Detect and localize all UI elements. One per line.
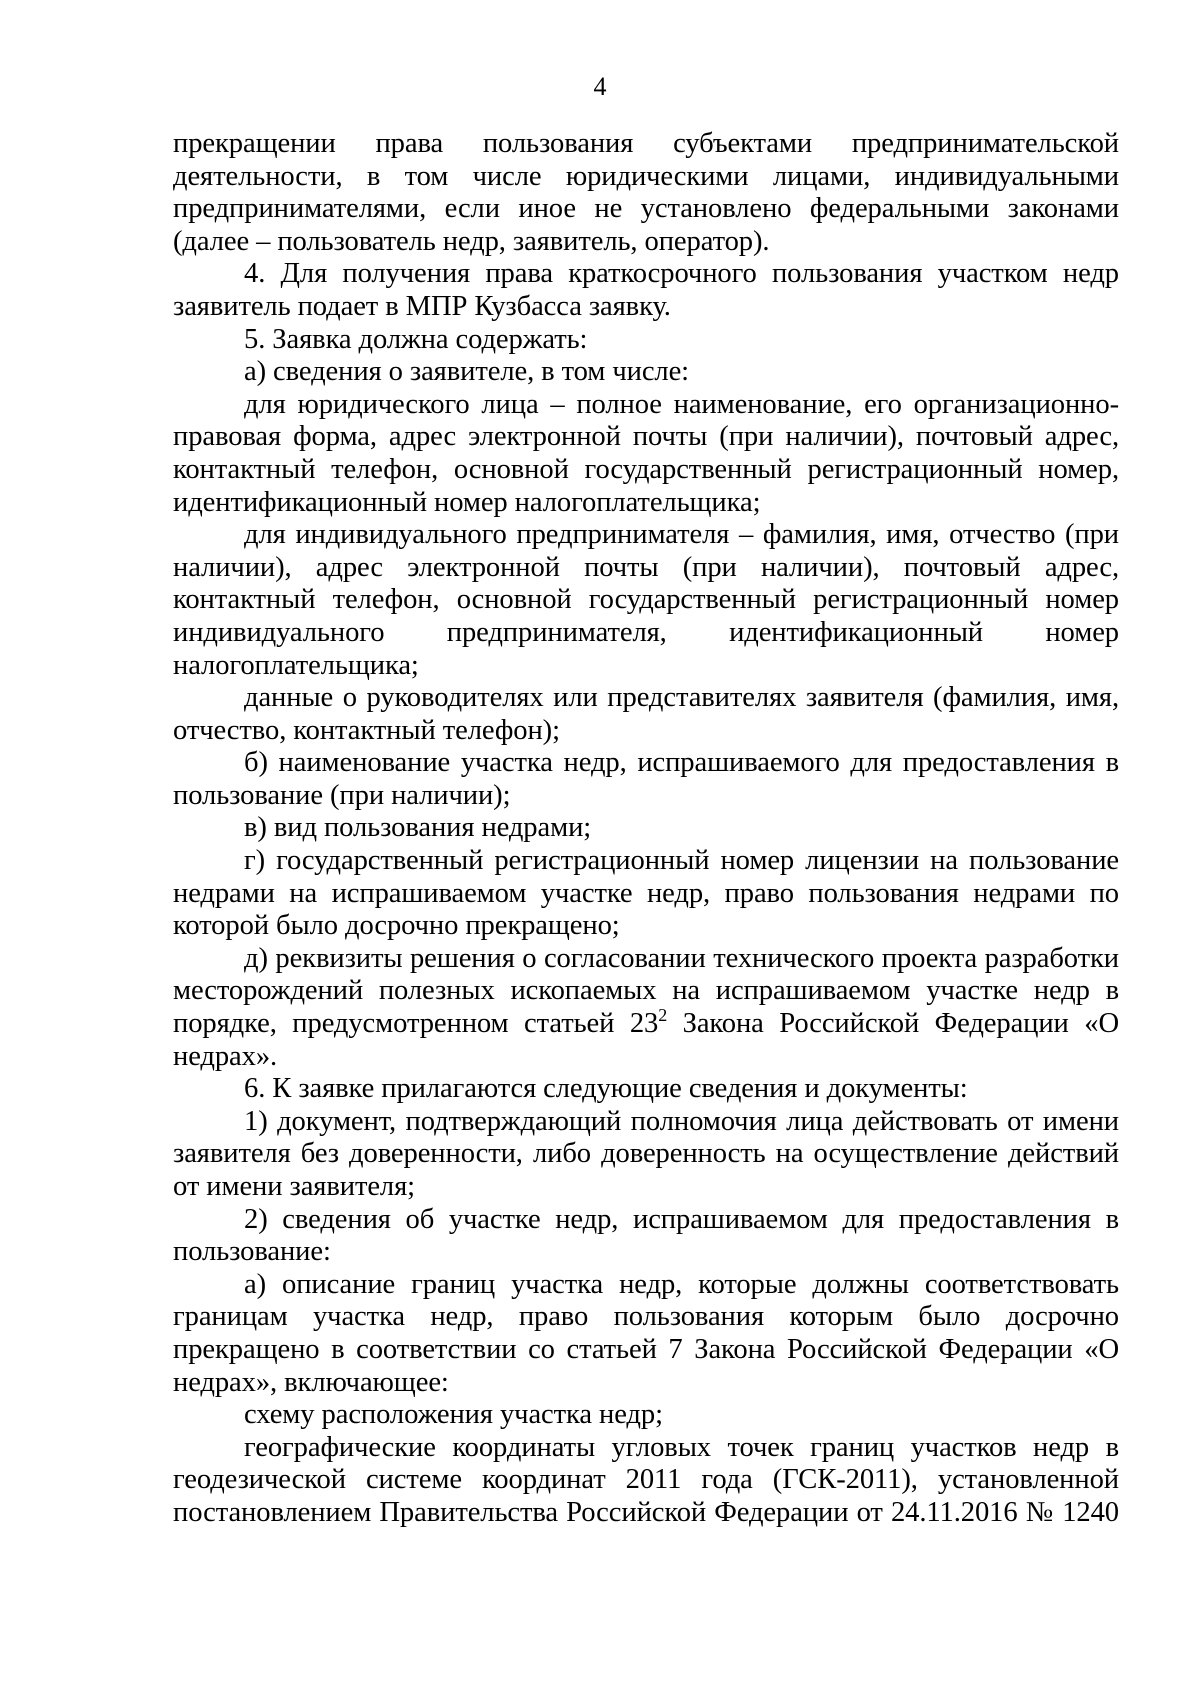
paragraph-legal-entity: для юридического лица – полное наименование, его организационно-правовая форма, адрес электронной почты (при наличии), почтовый адрес, контактный телефон, основной государственный регистрационный номер, идентификационный номер налогоплательщика; xyxy=(173,388,1119,518)
paragraph-continuation: прекращении права пользования субъектами предпринимательской деятельности, в том числе юридическими лицами, индивидуальными предпринимателями, если иное не установлено федеральными законами (далее – пользователь недр, заявитель, оператор). xyxy=(173,128,1119,257)
paragraph-item-5g: г) государственный регистрационный номер лицензии на пользование недрами на испрашиваемом участке недр, право пользования недрами по которой было досрочно прекращено; xyxy=(173,845,1119,942)
paragraph-item-6: 6. К заявке прилагаются следующие сведения и документы: xyxy=(244,1073,968,1105)
article-superscript: 2 xyxy=(658,1005,668,1026)
paragraph-item-6-1: 1) документ, подтверждающий полномочия лица действовать от имени заявителя без доверенности, либо доверенность на осуществление действий от имени заявителя; xyxy=(173,1105,1119,1202)
paragraph-scheme: схему расположения участка недр; xyxy=(244,1399,663,1431)
paragraph-item-4: 4. Для получения права краткосрочного пользования участком недр заявитель подает в МПР Кузбасса заявку. xyxy=(173,258,1119,322)
page-number: 4 xyxy=(593,72,607,101)
paragraph-item-6-2a: а) описание границ участка недр, которые должны соответствовать границам участка недр, право пользования которым было досрочно прекращено в соответствии со статьей 7 Закона Российской Федерации «О недрах», включающее: xyxy=(173,1268,1119,1398)
paragraph-item-5a: а) сведения о заявителе, в том числе: xyxy=(244,356,690,388)
paragraph-representatives: данные о руководителях или представителях заявителя (фамилия, имя, отчество, контактный телефон); xyxy=(173,682,1119,746)
paragraph-item-5d-text: д) реквизиты решения о согласовании технического проекта разработки месторождений полезных ископаемых на испрашиваемом участке недр в порядке, предусмотренном статьей 23 xyxy=(173,942,1119,1040)
document-body xyxy=(173,128,1119,1530)
paragraph-item-5d-tail: Закона Российской Федерации «О недрах». xyxy=(173,1008,1119,1072)
paragraph-item-5: 5. Заявка должна содержать: xyxy=(244,323,588,355)
paragraph-item-5v: в) вид пользования недрами; xyxy=(244,812,592,844)
paragraph-item-6-2: 2) сведения об участке недр, испрашиваемом для предоставления в пользование: xyxy=(173,1203,1119,1268)
paragraph-item-5d xyxy=(173,943,1119,1073)
paragraph-coordinates: географические координаты угловых точек границ участков недр в геодезической системе координат 2011 года (ГСК-2011), установленной постановлением Правительства Российской Федерации от 24.11.2016 № 1240 xyxy=(173,1431,1119,1528)
paragraph-item-5b: б) наименование участка недр, испрашиваемого для предоставления в пользование (при наличии); xyxy=(173,747,1119,811)
paragraph-individual-entrepreneur: для индивидуального предпринимателя – фамилия, имя, отчество (при наличии), адрес электронной почты (при наличии), почтовый адрес, контактный телефон, основной государственный регистрационный номер индивидуального предпринимателя, идентификационный номер налогоплательщика; xyxy=(173,519,1119,681)
